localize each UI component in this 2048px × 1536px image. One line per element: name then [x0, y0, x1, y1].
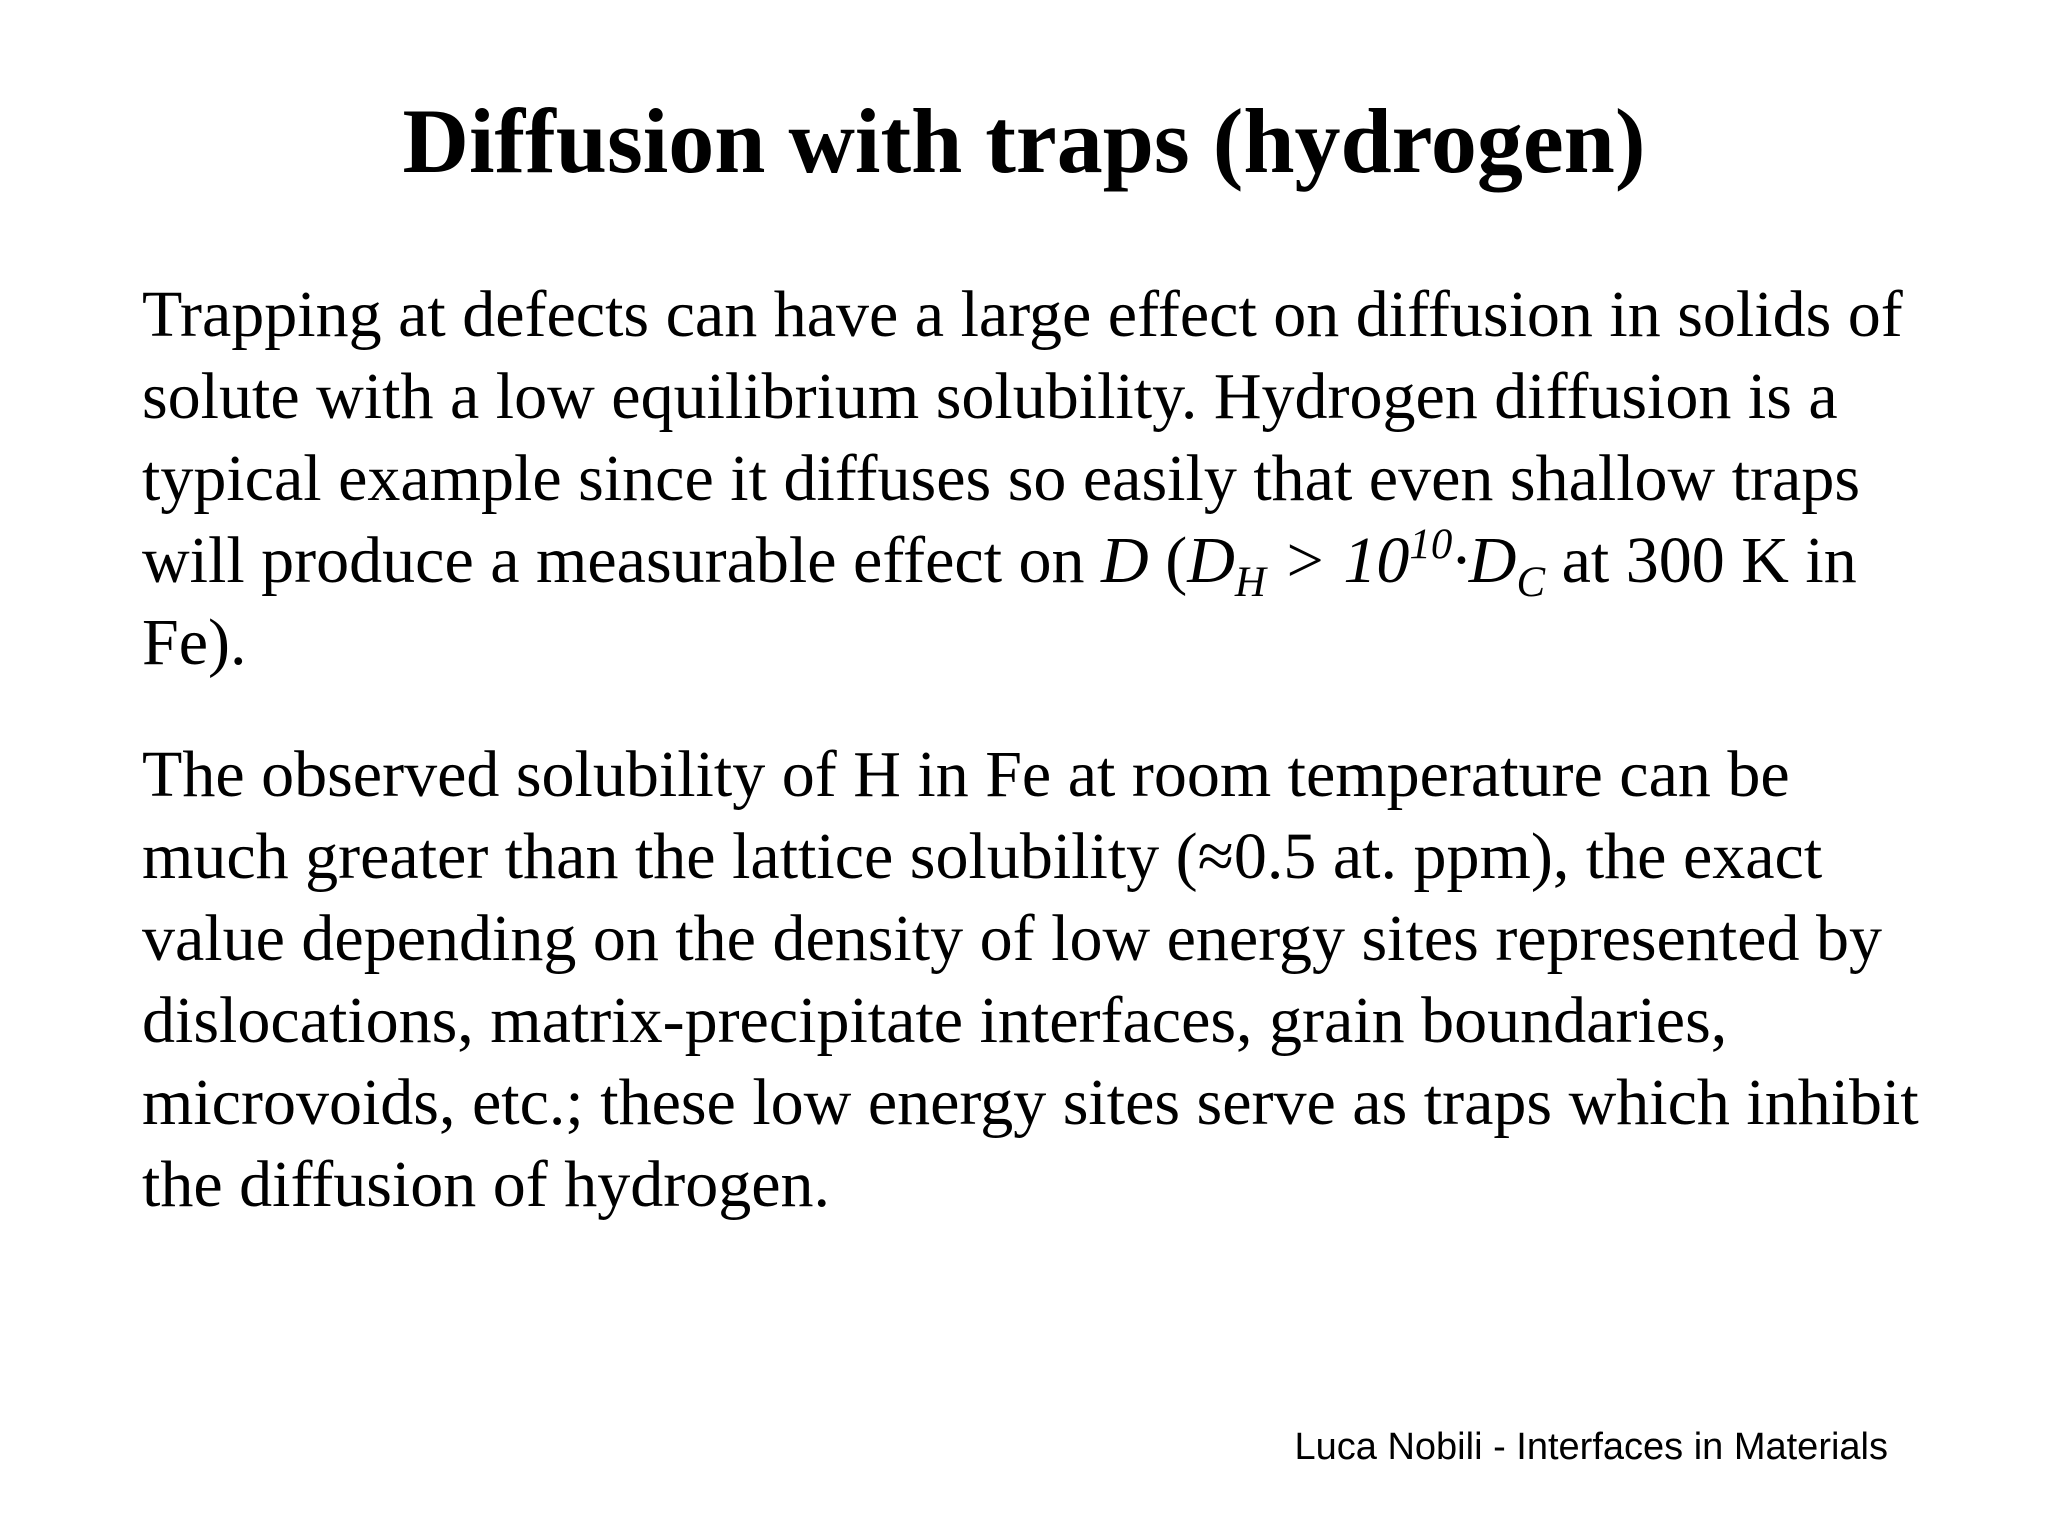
greater-than: > [1265, 524, 1344, 597]
slide-body [142, 274, 1922, 1226]
power-of-ten-base: 10 [1343, 524, 1410, 597]
power-of-ten [1343, 521, 1453, 597]
symbol-dh [1187, 524, 1266, 606]
symbol-dc-subscript: C [1516, 558, 1546, 606]
slide-title: Diffusion with traps (hydrogen) [402, 90, 1646, 192]
symbol-dh-subscript: H [1234, 558, 1266, 606]
symbol-d: D [1101, 524, 1149, 597]
paren-open: ( [1148, 524, 1188, 597]
dot-operator: · [1452, 524, 1469, 597]
symbol-dh-base: D [1187, 524, 1235, 597]
paragraph-trapping-text: Trapping at defects can have a large effect on diffusion in solids of solute with a low equilibrium solubility. Hydrogen diffusion is a typical example since it diffuses so easily that even shallow traps will produce a measurable effect on [142, 278, 1903, 597]
power-of-ten-exponent: 10 [1409, 521, 1453, 569]
footer-credit: Luca Nobili - Interfaces in Materials [1294, 1426, 1888, 1468]
paragraph-solubility: The observed solubility of H in Fe at room temperature can be much greater than the lattice solubility (≈0.5 at. ppm), the exact value depending on the density of low energy sites represented by dislocations, matrix-precipitate interfaces, grain boundaries, microvoids, etc.; these low energy sites serve as traps which inhibit the diffusion of hydrogen. [142, 738, 1919, 1221]
paragraph-trapping [142, 274, 1922, 684]
symbol-dc [1468, 524, 1546, 606]
paragraph-trapping-tail: at 300 K in Fe). [142, 524, 1857, 679]
symbol-dc-base: D [1468, 524, 1517, 597]
